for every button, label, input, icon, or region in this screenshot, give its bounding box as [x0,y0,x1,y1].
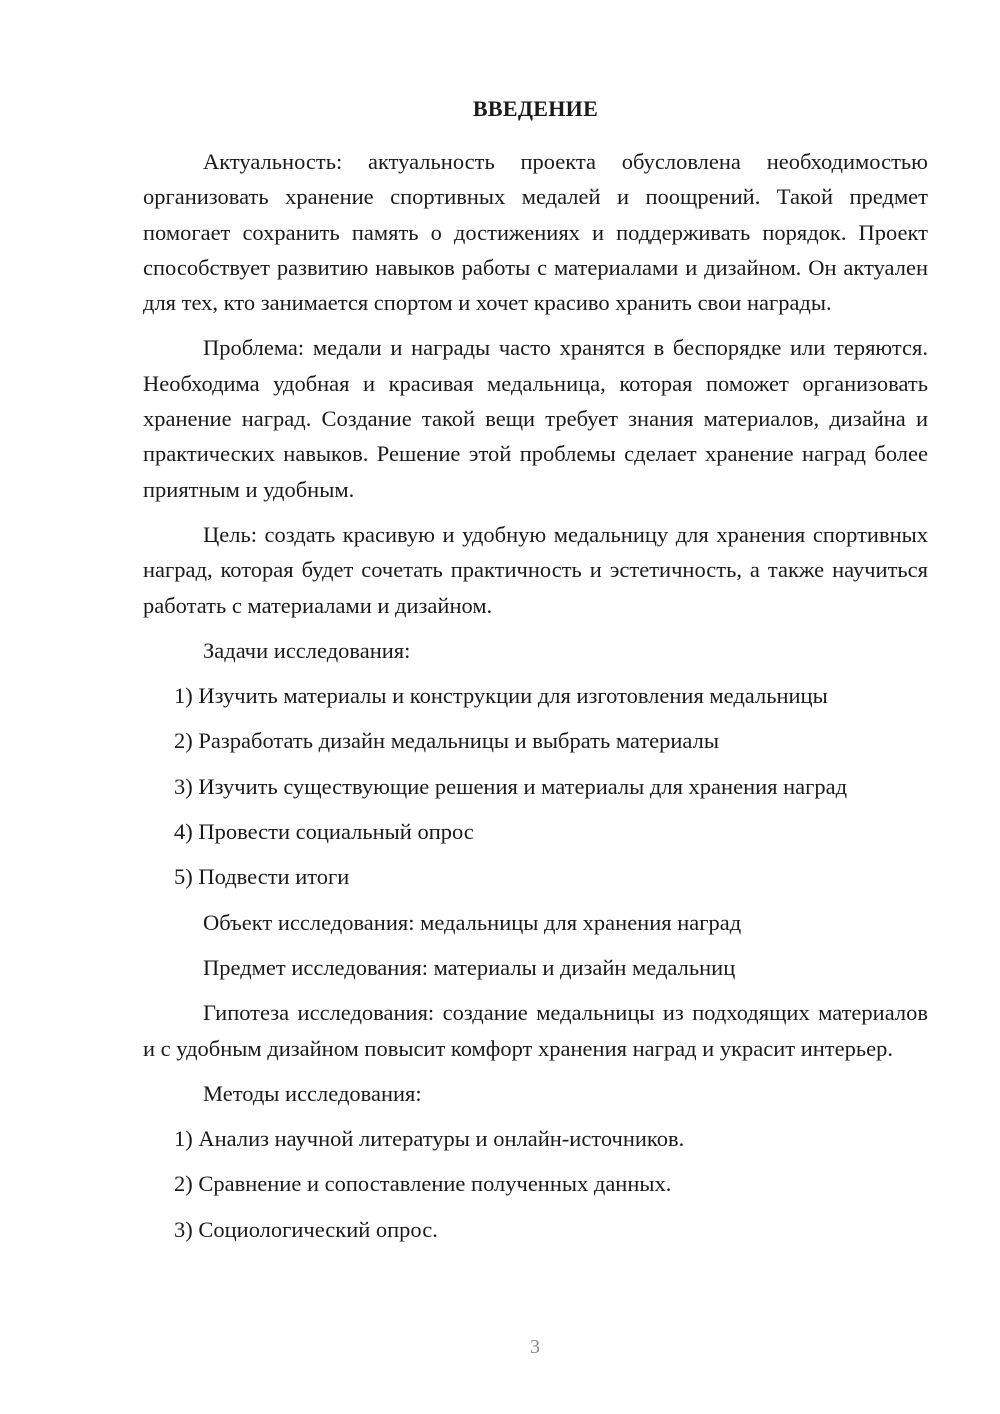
list-item: 2) Сравнение и сопоставление полученных данных. [174,1171,672,1197]
list-item: 4) Провести социальный опрос [174,819,474,845]
list-item: 2) Разработать дизайн медальницы и выбрать материалы [174,728,719,754]
problem-paragraph: Проблема: медали и награды часто хранятся в беспорядке или теряются. Необходима удобная и красивая медальница, которая поможет организовать хранение наград. Создание такой вещи требует знания материалов, дизайна и практических навыков. Решение этой проблемы сделает хранение наград более приятным и удобным. [143,335,928,502]
page-number: 3 [530,1336,540,1358]
tasks-list [143,678,928,894]
goal-paragraph: Цель: создать красивую и удобную медальницу для хранения спортивных наград, которая будет сочетать практичность и эстетичность, а также научиться работать с материалами и дизайном. [143,521,928,618]
page-title: ВВЕДЕНИЕ [472,96,599,121]
object-line: Объект исследования: медальницы для хранения наград [203,909,742,935]
list-item: 3) Социологический опрос. [174,1216,438,1242]
list-item: 3) Изучить существующие решения и материалы для хранения наград [174,773,848,799]
relevance-paragraph: Актуальность: актуальность проекта обусловлена необходимостью организовать хранение спортивных медалей и поощрений. Такой предмет помогает сохранить память о достижениях и поддерживать порядок. Проект способствует развитию навыков работы с материалами и дизайном. Он актуален для тех, кто занимается спортом и хочет красиво хранить свои награды. [143,149,928,316]
list-item: 1) Анализ научной литературы и онлайн-источников. [174,1126,685,1152]
tasks-heading: Задачи исследования: [203,637,411,663]
document-page [143,92,928,1257]
hypothesis-paragraph: Гипотеза исследования: создание медальницы из подходящих материалов и с удобным дизайном повысит комфорт хранения наград и украсит интерьер. [143,1000,928,1061]
list-item: 1) Изучить материалы и конструкции для изготовления медальницы [174,683,828,709]
subject-line: Предмет исследования: материалы и дизайн медальниц [203,954,736,980]
methods-heading: Методы исследования: [203,1080,422,1106]
list-item: 5) Подвести итоги [174,864,350,890]
methods-list [143,1121,928,1247]
